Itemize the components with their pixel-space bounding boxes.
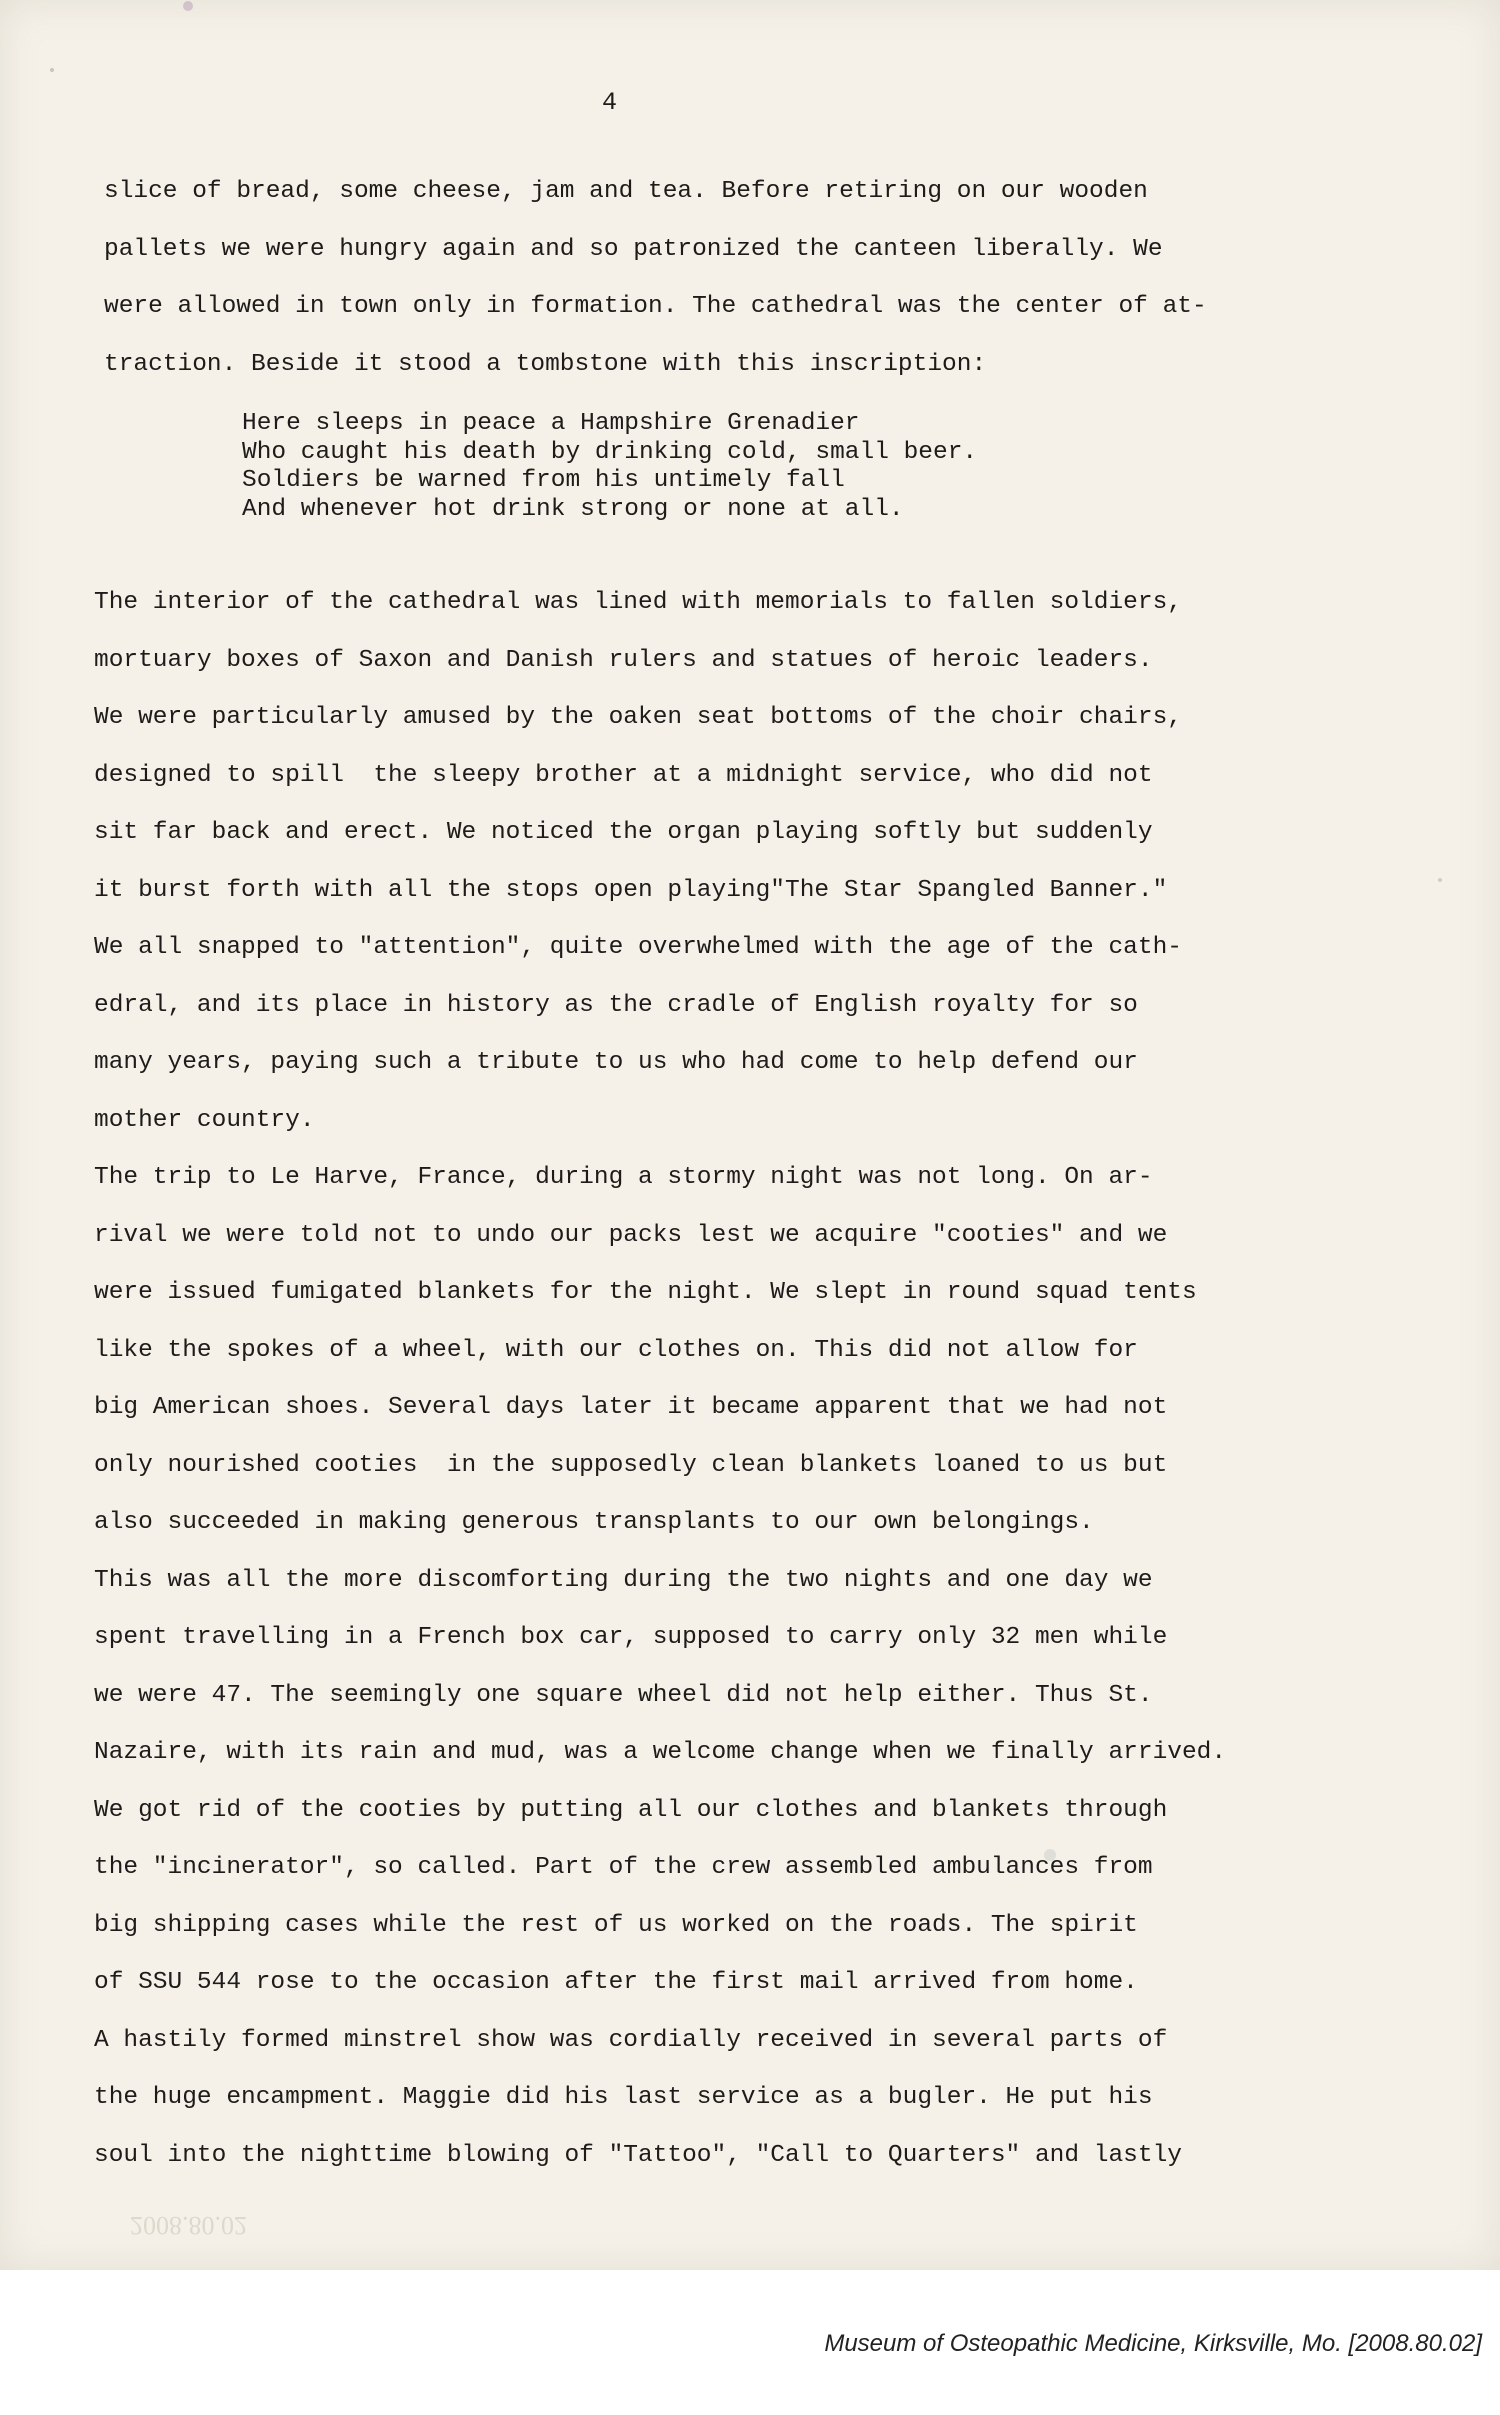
text-line: many years, paying such a tribute to us who had come to help defend our xyxy=(94,1049,1138,1076)
text-line: were issued fumigated blankets for the night. We slept in round squad tents xyxy=(94,1279,1197,1306)
text-line: pallets we were hungry again and so patronized the canteen liberally. We xyxy=(104,235,1163,263)
text-line: We got rid of the cooties by putting all our clothes and blankets through xyxy=(94,1796,1168,1824)
text-line: sit far back and erect. We noticed the organ playing softly but suddenly xyxy=(94,819,1153,846)
text-line: like the spokes of a wheel, with our clothes on. This did not allow for xyxy=(94,1336,1138,1364)
text-line: designed to spill the sleepy brother at a midnight service, who did not xyxy=(94,761,1153,789)
text-line: we were 47. The seemingly one square wheel did not help either. Thus St. xyxy=(94,1681,1153,1709)
text-line: also succeeded in making generous transplants to our own belongings. xyxy=(94,1509,1094,1536)
text-line: of SSU 544 rose to the occasion after the first mail arrived from home. xyxy=(94,1969,1138,1996)
text-line: mortuary boxes of Saxon and Danish rulers and statues of heroic leaders. xyxy=(94,646,1153,674)
text-line: Nazaire, with its rain and mud, was a welcome change when we finally arrived. xyxy=(94,1739,1227,1766)
text-line: The interior of the cathedral was lined with memorials to fallen soldiers, xyxy=(94,589,1182,616)
text-line: We were particularly amused by the oaken seat bottoms of the choir chairs, xyxy=(94,704,1182,731)
text-line: soul into the nighttime blowing of "Tattoo", "Call to Quarters" and lastly xyxy=(94,2141,1182,2169)
text-line: only nourished cooties in the supposedly clean blankets loaned to us but xyxy=(94,1451,1168,1479)
text-line: rival we were told not to undo our packs lest we acquire "cooties" and we xyxy=(94,1221,1168,1249)
inscription-line: And whenever hot drink strong or none at all. xyxy=(242,495,904,523)
inscription-line: Who caught his death by drinking cold, small beer. xyxy=(242,438,978,466)
text-line: We all snapped to "attention", quite overwhelmed with the age of the cath- xyxy=(94,934,1182,961)
museum-caption: Museum of Osteopathic Medicine, Kirksville, Mo. [2008.80.02] xyxy=(824,2330,1482,2357)
text-line: The trip to Le Harve, France, during a stormy night was not long. On ar- xyxy=(94,1164,1153,1191)
paragraph-intro xyxy=(94,163,1454,393)
text-line: were allowed in town only in formation. The cathedral was the center of at- xyxy=(104,293,1207,320)
text-line: traction. Beside it stood a tombstone with this inscription: xyxy=(104,350,987,378)
inscription-line: Soldiers be warned from his untimely fall xyxy=(242,467,845,494)
text-line: big American shoes. Several days later it became apparent that we had not xyxy=(94,1394,1168,1421)
text-line: it burst forth with all the stops open playing"The Star Spangled Banner." xyxy=(94,876,1168,904)
text-line: slice of bread, some cheese, jam and tea. Before retiring on our wooden xyxy=(104,178,1148,205)
tombstone-inscription xyxy=(242,410,977,524)
text-line: big shipping cases while the rest of us worked on the roads. The spirit xyxy=(94,1911,1138,1939)
accession-stamp: 2008.80.02 xyxy=(130,2211,247,2240)
text-line: the huge encampment. Maggie did his last service as a bugler. He put his xyxy=(94,2084,1153,2111)
paragraph-main xyxy=(94,574,1454,2184)
text-line: This was all the more discomforting during the two nights and one day we xyxy=(94,1566,1153,1594)
page-number: 4 xyxy=(602,88,618,117)
text-line: edral, and its place in history as the cradle of English royalty for so xyxy=(94,991,1138,1019)
text-line: mother country. xyxy=(94,1106,315,1134)
text-line: A hastily formed minstrel show was cordially received in several parts of xyxy=(94,2026,1168,2054)
text-line: the "incinerator", so called. Part of the crew assembled ambulances from xyxy=(94,1854,1153,1881)
text-line: spent travelling in a French box car, supposed to carry only 32 men while xyxy=(94,1624,1168,1651)
inscription-line: Here sleeps in peace a Hampshire Grenadier xyxy=(242,410,860,437)
